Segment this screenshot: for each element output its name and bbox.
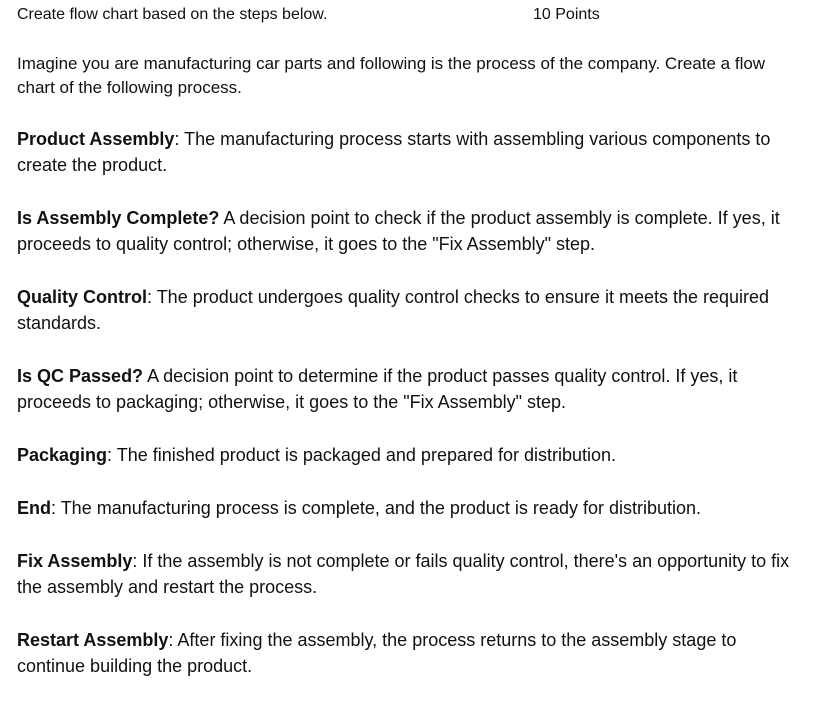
step-text: A decision point to determine if the product passes quality control. If yes, it proceeds to packaging; otherwise, it goes to the "Fix Assembly" step.: [17, 366, 738, 412]
question-body: [17, 52, 802, 706]
step-restart-assembly: [17, 627, 802, 679]
step-term: Is QC Passed?: [17, 366, 144, 386]
step-term: Restart Assembly: [17, 630, 169, 650]
step-separator: :: [107, 445, 117, 465]
points-label: 10 Points: [533, 6, 600, 23]
step-end: [17, 495, 802, 521]
step-text: If the assembly is not complete or fails quality control, there's an opportunity to fix the assembly and restart the process.: [17, 551, 790, 597]
step-term: End: [17, 498, 51, 518]
step-text: A decision point to check if the product assembly is complete. If yes, it proceeds to quality control; otherwise, it goes to the "Fix Assembly" step.: [17, 208, 780, 254]
step-separator: :: [174, 129, 185, 149]
step-term: Quality Control: [17, 287, 147, 307]
step-fix-assembly: [17, 548, 802, 600]
step-product-assembly: [17, 126, 802, 178]
step-text: The finished product is packaged and prepared for distribution.: [116, 445, 617, 465]
step-is-qc-passed: [17, 363, 802, 415]
step-separator: :: [132, 551, 143, 571]
step-term: Product Assembly: [17, 129, 175, 149]
step-term: Is Assembly Complete?: [17, 208, 220, 228]
step-quality-control: [17, 284, 802, 336]
step-text: After fixing the assembly, the process returns to the assembly stage to continue building the product.: [17, 630, 737, 676]
step-text: The manufacturing process is complete, and the product is ready for distribution.: [60, 498, 702, 518]
step-is-assembly-complete: [17, 205, 802, 257]
step-term: Packaging: [17, 445, 108, 465]
step-text: The product undergoes quality control checks to ensure it meets the required standards.: [17, 287, 770, 333]
question-title: Create flow chart based on the steps below.: [17, 6, 328, 23]
intro-paragraph: Imagine you are manufacturing car parts and following is the process of the company. Create a flow chart of the following process.: [17, 54, 766, 97]
step-packaging: [17, 442, 802, 468]
step-text: The manufacturing process starts with assembling various components to create the product.: [17, 129, 771, 175]
step-separator: :: [168, 630, 178, 650]
step-term: Fix Assembly: [17, 551, 133, 571]
step-separator: :: [51, 498, 61, 518]
step-separator: :: [147, 287, 157, 307]
